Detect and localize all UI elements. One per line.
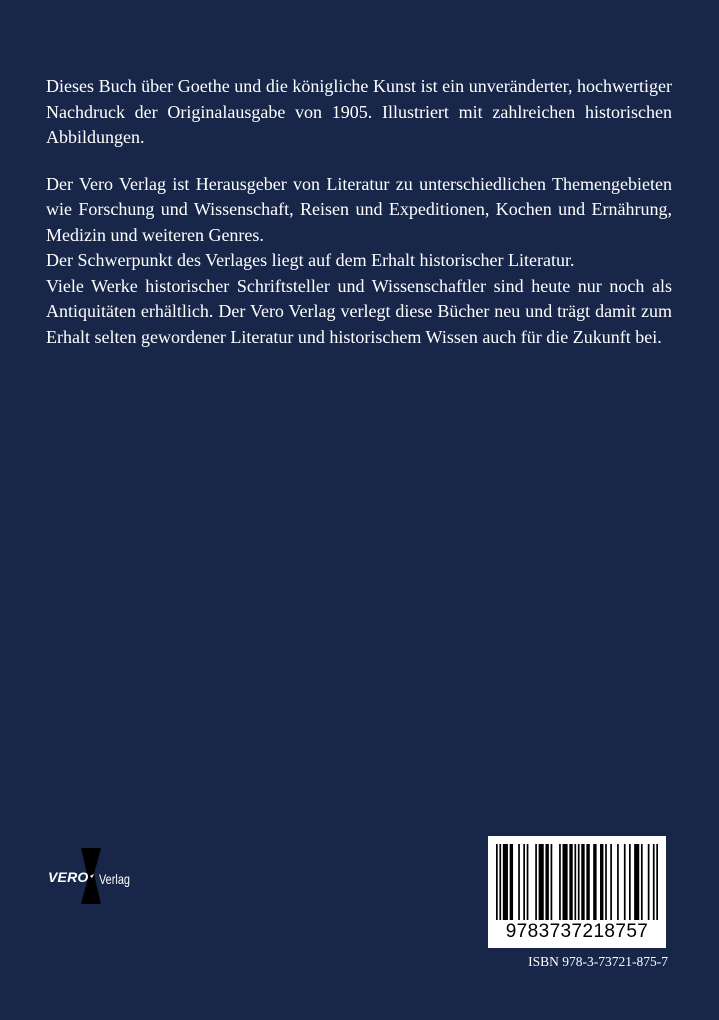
- barcode-bar: [539, 844, 544, 920]
- blurb-paragraph-publisher: Der Vero Verlag ist Herausgeber von Literatur zu unterschiedlichen Themengebieten wie Forschung und Wissenschaft, Reisen und Expeditionen, Kochen und Ernährung, Medizin und weiteren Genres.: [46, 173, 672, 245]
- blurb-paragraph-focus: Der Schwerpunkt des Verlages liegt auf dem Erhalt historischer Literatur.: [46, 250, 575, 270]
- barcode-bar: [569, 844, 572, 920]
- barcode-bar: [535, 844, 537, 920]
- barcode-bar: [559, 844, 561, 920]
- barcode-bars: [496, 844, 658, 922]
- barcode-bar: [503, 844, 508, 920]
- blurb-paragraph-intro: Dieses Buch über Goethe und die königliche Kunst ist ein unveränderter, hochwertiger Nachdruck der Originalausgabe von 1905. Illustriert mit zahlreichen historischen Abbildungen.: [46, 76, 672, 147]
- barcode-bar: [563, 844, 568, 920]
- barcode-bar: [656, 844, 658, 920]
- barcode-bar: [586, 844, 589, 920]
- barcode-bar: [610, 844, 612, 920]
- barcode-bar: [634, 844, 639, 920]
- barcode-bar: [551, 844, 553, 920]
- vero-verlag-logo: [48, 848, 140, 904]
- logo-verlag-text: Verlag: [99, 871, 130, 887]
- barcode-bar: [600, 844, 603, 920]
- barcode-number: 9783737218757: [505, 921, 649, 942]
- blurb-text: [46, 74, 672, 350]
- barcode-bar: [499, 844, 501, 920]
- logo-vero-text: VERO: [48, 869, 89, 885]
- paragraph-gap: [46, 151, 672, 172]
- barcode-bar: [496, 844, 498, 920]
- barcode-bar: [624, 844, 626, 920]
- barcode-bar: [510, 844, 513, 920]
- barcode-bar: [581, 844, 584, 920]
- barcode-bar: [574, 844, 576, 920]
- isbn-label: ISBN 978-3-73721-875-7: [528, 954, 668, 969]
- barcode-bar: [617, 844, 619, 920]
- barcode-bar: [518, 844, 520, 920]
- barcode-bar: [605, 844, 607, 920]
- barcode-bar: [641, 844, 643, 920]
- barcode-bar: [648, 844, 650, 920]
- barcode-bar: [593, 844, 596, 920]
- barcode-bar: [653, 844, 655, 920]
- blurb-paragraph-mission: Viele Werke historischer Schriftsteller und Wissenschaftler sind heute nur noch als Antiquitäten erhältlich. Der Vero Verlag verlegt diese Bücher neu und trägt damit zum Erhalt selten gewordener Literatur und historischem Wissen auch für die Zukunft bei.: [46, 275, 672, 347]
- barcode-bar: [578, 844, 580, 920]
- barcode-bar: [629, 844, 631, 920]
- barcode-bar: [527, 844, 529, 920]
- barcode-bar: [523, 844, 525, 920]
- barcode: [488, 836, 666, 948]
- barcode-bar: [545, 844, 548, 920]
